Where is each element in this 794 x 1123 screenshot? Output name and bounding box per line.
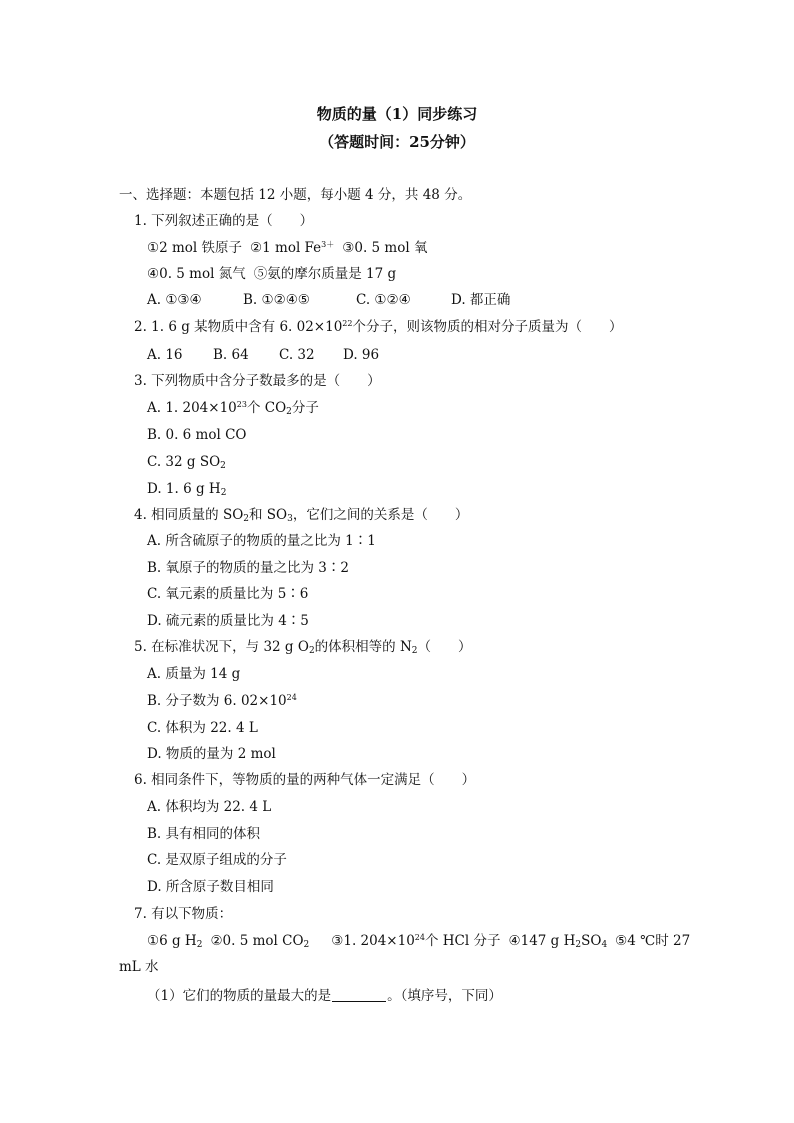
doc-subtitle: （答题时间：25分钟） (319, 133, 475, 151)
q4-option-b: B. 氧原子的物质的量之比为 3∶2 (147, 560, 349, 576)
q7-items-continued: mL 水 (119, 959, 159, 975)
q6-option-c: C. 是双原子组成的分子 (147, 852, 287, 868)
q4-option-c: C. 氧元素的质量比为 5∶6 (147, 586, 309, 602)
section-heading: 一、选择题：本题包括 12 小题，每小题 4 分，共 48 分。 (119, 187, 472, 203)
q6-option-b: B. 具有相同的体积 (147, 826, 261, 842)
q7-sub1: （1）它们的物质的量最大的是 。（填序号，下同） (147, 988, 502, 1004)
q5-stem: 5. 在标准状况下，与 32 g $O_2$的体积相等的 $N_2$（ ） (134, 639, 472, 656)
q2-option-a: A. 16 (147, 347, 183, 363)
q6-stem: 6. 相同条件下，等物质的量的两种气体一定满足（ ） (134, 772, 476, 788)
q1-option-d: D. 都正确 (451, 292, 511, 308)
q5-option-d: D. 物质的量为 2 mol (147, 746, 276, 762)
q4-option-a: A. 所含硫原子的物质的量之比为 1∶1 (147, 533, 376, 549)
q2-option-b: B. 64 (213, 347, 249, 363)
q7-stem: 7. 有以下物质： (134, 906, 233, 922)
q3-option-a: A. 1. $204\times 10^{23}$个 $CO_2$分子 (147, 400, 319, 417)
doc-title: 物质的量（1）同步练习 (316, 105, 478, 123)
q1-items-row1: ①2 mol 铁原子 ②1 mol $Fe^{3+}$ ③0. 5 mol 氧 (147, 240, 428, 256)
q3-option-c: C. 32 g $SO_2$ (147, 454, 226, 471)
q7-items: ①6 g $H_2$ ②0. 5 mol $CO_2$ ③1. $204\times 10^{24}$个 HCl 分子 ④147 g $H_2SO_4$ ⑤4 ℃时 27 (147, 933, 691, 950)
q3-stem: 3. 下列物质中含分子数最多的是（ ） (134, 373, 381, 389)
q5-option-b: B. 分子数为 6. $02\times 10^{24}$ (147, 693, 297, 709)
q2-option-c: C. 32 (279, 347, 315, 363)
q5-option-c: C. 体积为 22. 4 L (147, 720, 258, 736)
q1-items-row2: ④0. 5 mol 氮气 ⑤氨的摩尔质量是 17 g (147, 266, 397, 282)
q3-option-d: D. 1. 6 g $H_2$ (147, 481, 227, 498)
q6-option-a: A. 体积均为 22. 4 L (147, 799, 272, 815)
q1-options (147, 291, 511, 309)
q4-stem: 4. 相同质量的 $SO_2$和 $SO_3$，它们之间的关系是（ ） (134, 507, 469, 524)
q3-option-b: B. 0. 6 mol CO (147, 427, 247, 443)
q5-option-a: A. 质量为 14 g (147, 666, 241, 682)
answer-blank[interactable] (332, 988, 386, 1002)
q1-option-b: B. ①②④⑤ (243, 292, 310, 308)
q2-stem: 2. 1. 6 g 某物质中含有 6. $02\times 10^{22}$个分子，则该物质的相对分子质量为（ ） (134, 319, 623, 335)
q2-options (147, 346, 380, 364)
q1-option-a: A. ①③④ (147, 292, 202, 308)
q1-option-c: C. ①②④ (356, 292, 411, 308)
q4-option-d: D. 硫元素的质量比为 4∶5 (147, 613, 309, 629)
q1-stem: 1. 下列叙述正确的是（ ） (134, 213, 314, 229)
q6-option-d: D. 所含原子数目相同 (147, 879, 274, 895)
q2-option-d: D. 96 (343, 347, 380, 363)
